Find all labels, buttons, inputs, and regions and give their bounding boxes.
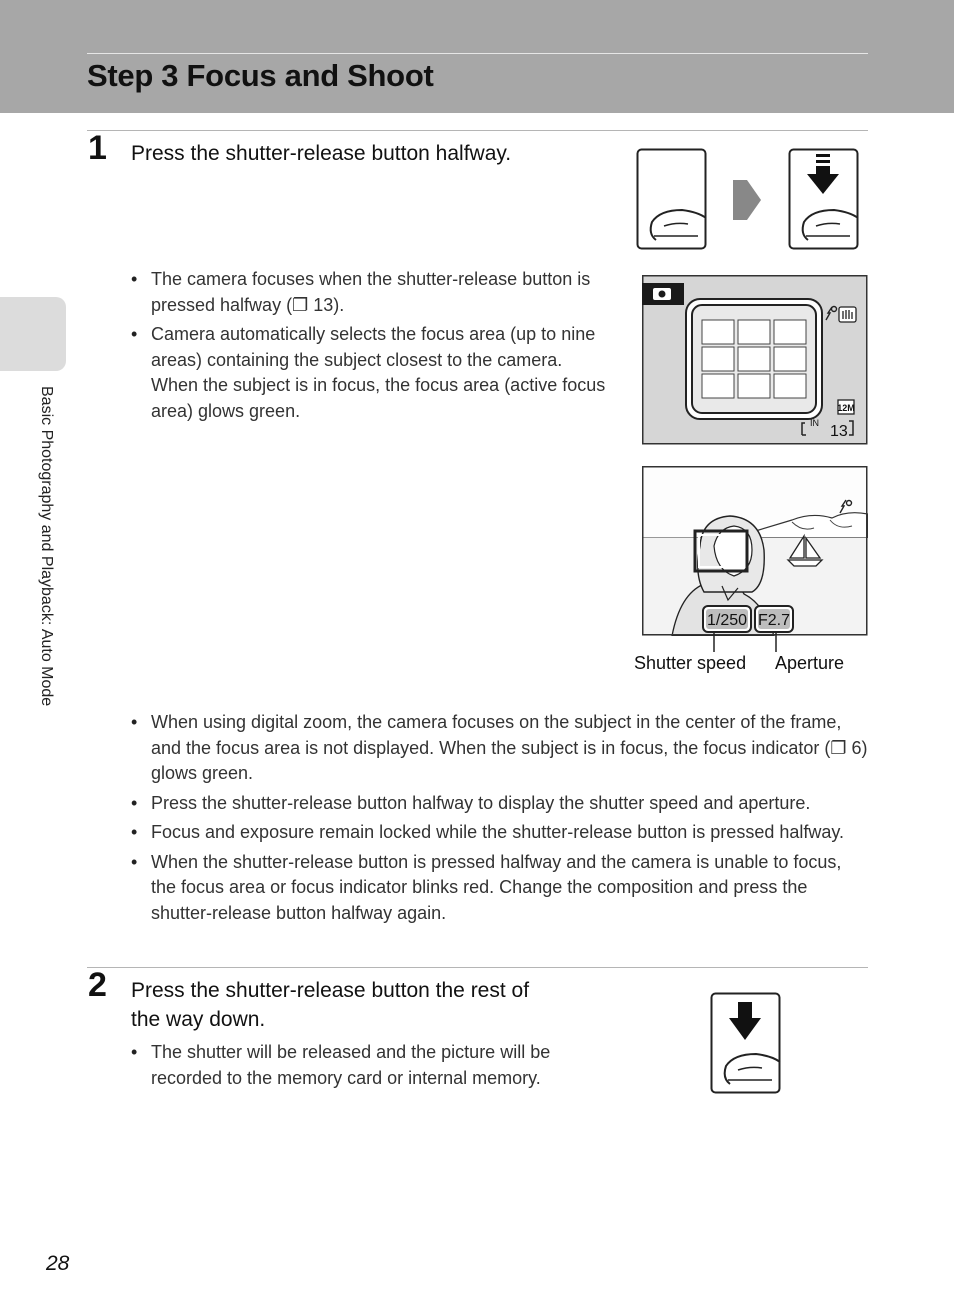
camera-icon: [642, 283, 684, 305]
section-tab[interactable]: [0, 297, 66, 371]
camera-monitor-screen: [642, 275, 868, 445]
list-item: • The camera focuses when the shutter-release button is pressed halfway (❐ 13).: [131, 267, 611, 318]
list-item: • Camera automatically selects the focus area (up to nine areas) containing the subject closest to the camera. When the subject is in focus, the focus area (active focus area) glows green.: [131, 322, 611, 424]
vibration-reduction-icon: [839, 307, 856, 322]
step2-rule: [87, 967, 868, 968]
step2-heading-line1: Press the shutter-release button the rest of: [131, 979, 530, 1002]
memory-indicator: IN: [810, 418, 819, 428]
shots-remaining: 13: [830, 423, 848, 440]
shutter-speed-caption: Shutter speed: [634, 653, 747, 673]
list-item: • Focus and exposure remain locked while the shutter-release button is pressed halfway.: [131, 820, 869, 846]
caption-leader-lines: [700, 632, 810, 654]
step2-number: 2: [88, 966, 107, 1004]
section-side-label: Basic Photography and Playback: Auto Mode: [38, 386, 55, 707]
aperture-readout: [755, 606, 793, 632]
step1-number: 1: [88, 129, 107, 167]
list-item: • When the shutter-release button is pressed halfway and the camera is unable to focus, the focus area or focus indicator blinks red. Change the composition and press the shutter-release button halfway again.: [131, 850, 869, 927]
shutter-half-press-illustration: [636, 148, 708, 252]
header-rule: [87, 53, 868, 54]
shutter-speed-readout: [703, 606, 751, 632]
shutter-press-down-illustration: [788, 148, 860, 252]
list-item: • The shutter will be released and the picture will be recorded to the memory card or internal memory.: [131, 1040, 591, 1091]
image-size-badge: 12M: [837, 403, 855, 413]
step2-heading-line2: the way down.: [131, 1008, 266, 1031]
step1-heading: Press the shutter-release button halfway.: [131, 142, 512, 165]
list-item: • When using digital zoom, the camera focuses on the subject in the center of the frame, and the focus area is not displayed. When the subject is in focus, the focus indicator (❐ 6) glows green.: [131, 710, 869, 787]
header-band: [0, 0, 954, 113]
aperture-value: F2.7: [757, 612, 791, 629]
list-item: • Press the shutter-release button halfway to display the shutter speed and aperture.: [131, 791, 869, 817]
step1-bullets-bottom: [131, 710, 869, 930]
step1-bullets-top: [131, 267, 611, 428]
step1-rule: [87, 130, 868, 131]
arrow-right-icon: [731, 178, 763, 222]
page-number: 28: [46, 1252, 70, 1275]
focus-photo-illustration: [642, 466, 868, 636]
step2-bullets: [131, 1040, 591, 1095]
shutter-full-press-illustration: [710, 992, 782, 1096]
shutter-speed-value: 1/250: [706, 612, 748, 629]
page-title: Step 3 Focus and Shoot: [87, 58, 434, 93]
aperture-caption: Aperture: [775, 653, 845, 673]
